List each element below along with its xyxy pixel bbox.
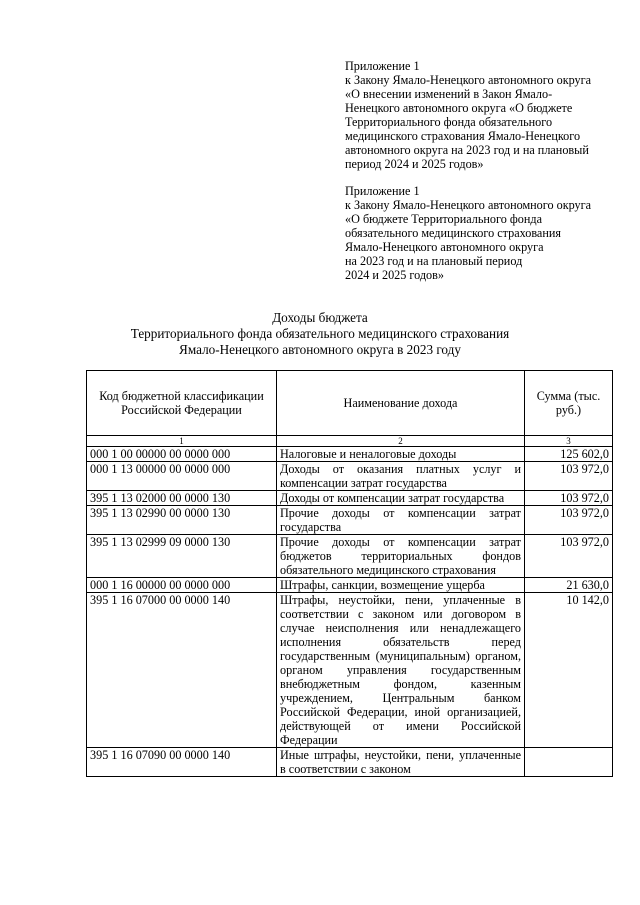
- table-row: [87, 748, 613, 777]
- revenue-name-cell: Штрафы, санкции, возмещение ущерба: [277, 578, 525, 593]
- header-sum: Сумма (тыс. руб.): [525, 371, 613, 436]
- revenue-code-cell: 000 1 16 00000 00 0000 000: [87, 578, 277, 593]
- text-line: «О бюджете Территориального фонда: [345, 212, 542, 226]
- text-line: Ямало-Ненецкого автономного округа в 2023 году: [179, 342, 461, 357]
- table-row: [87, 462, 613, 491]
- text-line: «О внесении изменений в Закон Ямало-: [345, 87, 553, 101]
- text-line: 2024 и 2025 годов»: [345, 268, 444, 282]
- table-row: [87, 506, 613, 535]
- header-name: Наименование дохода: [277, 371, 525, 436]
- column-number: 1: [87, 436, 277, 447]
- revenue-sum-cell: 21 630,0: [525, 578, 613, 593]
- table-row: [87, 593, 613, 748]
- revenue-code-cell: 395 1 13 02999 09 0000 130: [87, 535, 277, 578]
- revenue-code-cell: 000 1 13 00000 00 0000 000: [87, 462, 277, 491]
- text-line: Территориального фонда обязательного: [345, 115, 553, 129]
- text-line: Ненецкого автономного округа «О бюджете: [345, 101, 573, 115]
- text-line: Приложение 1: [345, 184, 420, 198]
- text-line: к Закону Ямало-Ненецкого автономного округа: [345, 73, 592, 87]
- table-body: [87, 447, 613, 777]
- text-line: медицинского страхования Ямало-Ненецкого: [345, 129, 581, 143]
- table-row: [87, 447, 613, 462]
- table-header-row: [87, 371, 613, 436]
- table-row: [87, 491, 613, 506]
- revenue-sum-cell: 103 972,0: [525, 506, 613, 535]
- text-line: Доходы бюджета: [272, 310, 368, 325]
- header-code: Код бюджетной классификации Российской Федерации: [87, 371, 277, 436]
- document-title: [0, 310, 640, 358]
- revenue-code-cell: 395 1 16 07000 00 0000 140: [87, 593, 277, 748]
- revenue-name-cell: Налоговые и неналоговые доходы: [277, 447, 525, 462]
- column-number: 3: [525, 436, 613, 447]
- revenue-name-cell: Доходы от компенсации затрат государства: [277, 491, 525, 506]
- column-number-row: [87, 436, 613, 447]
- revenue-code-cell: 395 1 16 07090 00 0000 140: [87, 748, 277, 777]
- revenue-sum-cell: 125 602,0: [525, 447, 613, 462]
- revenue-name-cell: Прочие доходы от компенсации затрат бюджетов территориальных фондов обязательного медицинского страхования: [277, 535, 525, 578]
- revenue-sum-cell: 103 972,0: [525, 462, 613, 491]
- revenue-table: [86, 370, 613, 777]
- appendix-header-original: [345, 184, 625, 282]
- text-line: автономного округа на 2023 год и на плановый: [345, 143, 589, 157]
- revenue-sum-cell: 103 972,0: [525, 491, 613, 506]
- revenue-sum-cell: 103 972,0: [525, 535, 613, 578]
- text-line: к Закону Ямало-Ненецкого автономного округа: [345, 198, 592, 212]
- revenue-code-cell: 395 1 13 02000 00 0000 130: [87, 491, 277, 506]
- column-number: 2: [277, 436, 525, 447]
- revenue-name-cell: Иные штрафы, неустойки, пени, уплаченные в соответствии с законом: [277, 748, 525, 777]
- revenue-sum-cell: [525, 748, 613, 777]
- revenue-name-cell: Штрафы, неустойки, пени, уплаченные в соответствии с законом или договором в случае неисполнения или ненадлежащего исполнения обязательств перед государственным (муниципальным) органом, органом управления государственным внебюджетным фондом, казенным учреждением, Центральным банком Российской Федерации, иной организацией, действующей от имени Российской Федерации: [277, 593, 525, 748]
- revenue-name-cell: Прочие доходы от компенсации затрат государства: [277, 506, 525, 535]
- revenue-name-cell: Доходы от оказания платных услуг и компенсации затрат государства: [277, 462, 525, 491]
- text-line: Территориального фонда обязательного медицинского страхования: [130, 326, 510, 341]
- revenue-sum-cell: 10 142,0: [525, 593, 613, 748]
- revenue-code-cell: 395 1 13 02990 00 0000 130: [87, 506, 277, 535]
- text-line: период 2024 и 2025 годов»: [345, 157, 484, 171]
- revenue-code-cell: 000 1 00 00000 00 0000 000: [87, 447, 277, 462]
- text-line: Ямало-Ненецкого автономного округа: [345, 240, 544, 254]
- text-line: Приложение 1: [345, 59, 420, 73]
- text-line: на 2023 год и на плановый период: [345, 254, 523, 268]
- text-line: обязательного медицинского страхования: [345, 226, 561, 240]
- table-row: [87, 535, 613, 578]
- appendix-header-amendment: [345, 59, 625, 171]
- table-row: [87, 578, 613, 593]
